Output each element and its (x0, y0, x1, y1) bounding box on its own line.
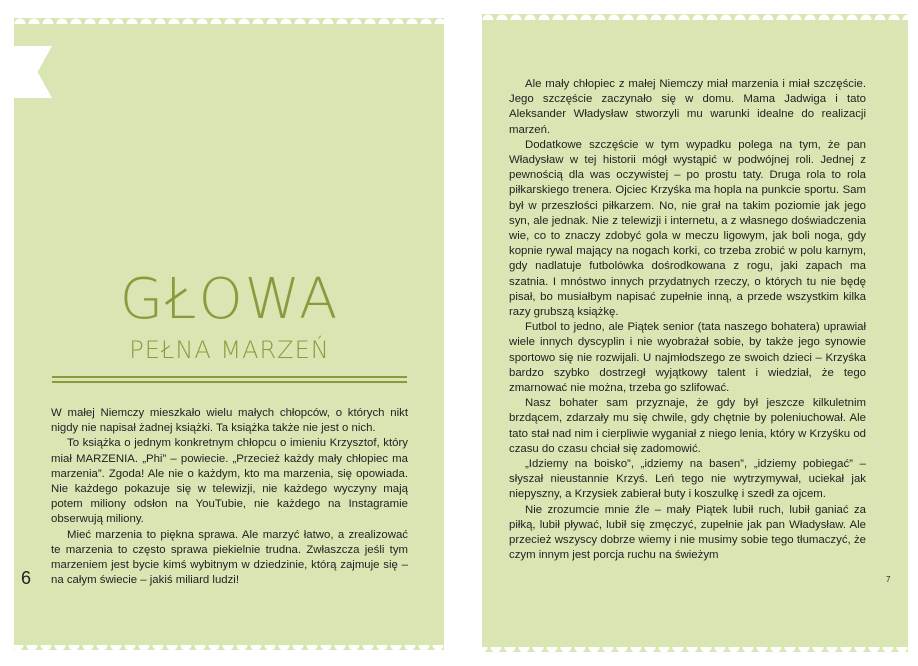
paragraph: Nie zrozumcie mnie źle – mały Piątek lubił ruch, lubił ganiać za piłką, lubił pływać, lubił się zmęczyć, zupełnie jak pan Władysław. Ale przecież wszyscy dobrze wiemy i nie musimy sobie tego tłumaczyć, że czym innym jest porcja ruchu na świeżym (509, 503, 866, 562)
paragraph: Futbol to jedno, ale Piątek senior (tata naszego bohatera) uprawiał wiele innych dyscyplin i nie wyobrażał sobie, by także jego synowie sportowo się nie rozwijali. U najmłodszego ze swoich dzieci – Krzyśka bardzo szybko dostrzegł wyjątkowy talent i wiedział, że tego zmarnować nie można, trzeba go szlifować. (509, 321, 866, 395)
paragraph: Nasz bohater sam przyznaje, że gdy był jeszcze kilkuletnim brzdącem, zdarzały mu się chwile, gdy chętnie by poleniuchował. Ale tato stał nad nim i cierpliwie wyganiał z niego lenia, który w Krzyśku od czasu do czasu chciał się zadomowić. (509, 397, 866, 455)
torn-edge-top (14, 14, 444, 24)
left-page-body (51, 406, 408, 588)
torn-edge-bottom (14, 645, 444, 655)
chapter-subtitle: PEŁNA MARZEŃ (129, 336, 330, 364)
paragraph: „Idziemy na boisko”, „idziemy na basen”, „idziemy pobiegać” – słyszał nieustannie Krzyś. Leń tego nie wytrzymywał, uciekał jak niepyszny, a Krzysiek zabierał buty i koszulkę i szedł za ojcem. (509, 458, 866, 501)
page-number-left: 6 (21, 568, 32, 588)
paragraph: Ale mały chłopiec z małej Niemczy miał marzenia i miał szczęście. Jego szczęście zaczynało się w domu. Mama Jadwiga i tato Aleksander Władysław stworzyli mu warunki idealne do realizacji marzeń. (509, 78, 866, 136)
title-divider (52, 376, 407, 378)
paragraph: Mieć marzenia to piękna sprawa. Ale marzyć łatwo, a zrealizować te marzenia to często sprawa piekielnie trudna. Zwłaszcza jeśli tym marzeniem jest bycie kimś wybitnym w dziedzinie, którą zajmuje się – na całym świecie – jakiś miliard ludzi! (51, 528, 408, 587)
right-page-body (509, 77, 866, 564)
paragraph: Dodatkowe szczęście w tym wypadku polega na tym, że pan Władysław w tej historii mógł wystąpić w podwójnej roli. Jednej z pewnością dla was oczywistej – po prostu taty. Druga rola to rola piłkarskiego trenera. Ojciec Krzyśka ma hopla na punkcie sportu. Sam był w przeszłości piłkarzem. No, nie grał na takim poziomie jak jego syn, ale jednak. Nie z telewizji i internetu, a z własnego doświadczenia wie, co to znaczy zdobyć gola w meczu ligowym, jak boli noga, gdy kopnie rywal mający na nogach korki, co trzeba zrobić w polu karnym, gdy nadlatuje futbolówka dośrodkowana z rogu, jaki zapach ma szatnia. I mnóstwo innych przydatnych rzeczy, o których tu nie będę pisał, bo musiałbym napisać zupełnie inną, a przede wszystkim kilka razy grubszą książkę. (509, 138, 866, 319)
paragraph: To książka o jednym konkretnym chłopcu o imieniu Krzysztof, który miał MARZENIA. „Phi” – powiecie. „Przecież każdy mały chłopiec ma marzenia”. Zgoda! Ale nie o każdym, kto ma marzenia, się opowiada. Nie każdego pokazuje się w telewizji, nie każdego wyczyny mają potem miliony odsłon na YouTubie, nie każdego na Instagramie obserwują miliony. (51, 437, 408, 526)
chapter-title: GŁOWA (119, 267, 340, 332)
title-divider (52, 381, 407, 383)
torn-edge-bottom (482, 647, 908, 657)
torn-edge-top (482, 10, 908, 20)
page-number-right: 7 (886, 575, 891, 584)
paragraph: W małej Niemczy mieszkało wielu małych chłopców, o których nikt nigdy nie napisał żadnej książki. Ta książka także nie jest o nich. (51, 407, 408, 435)
